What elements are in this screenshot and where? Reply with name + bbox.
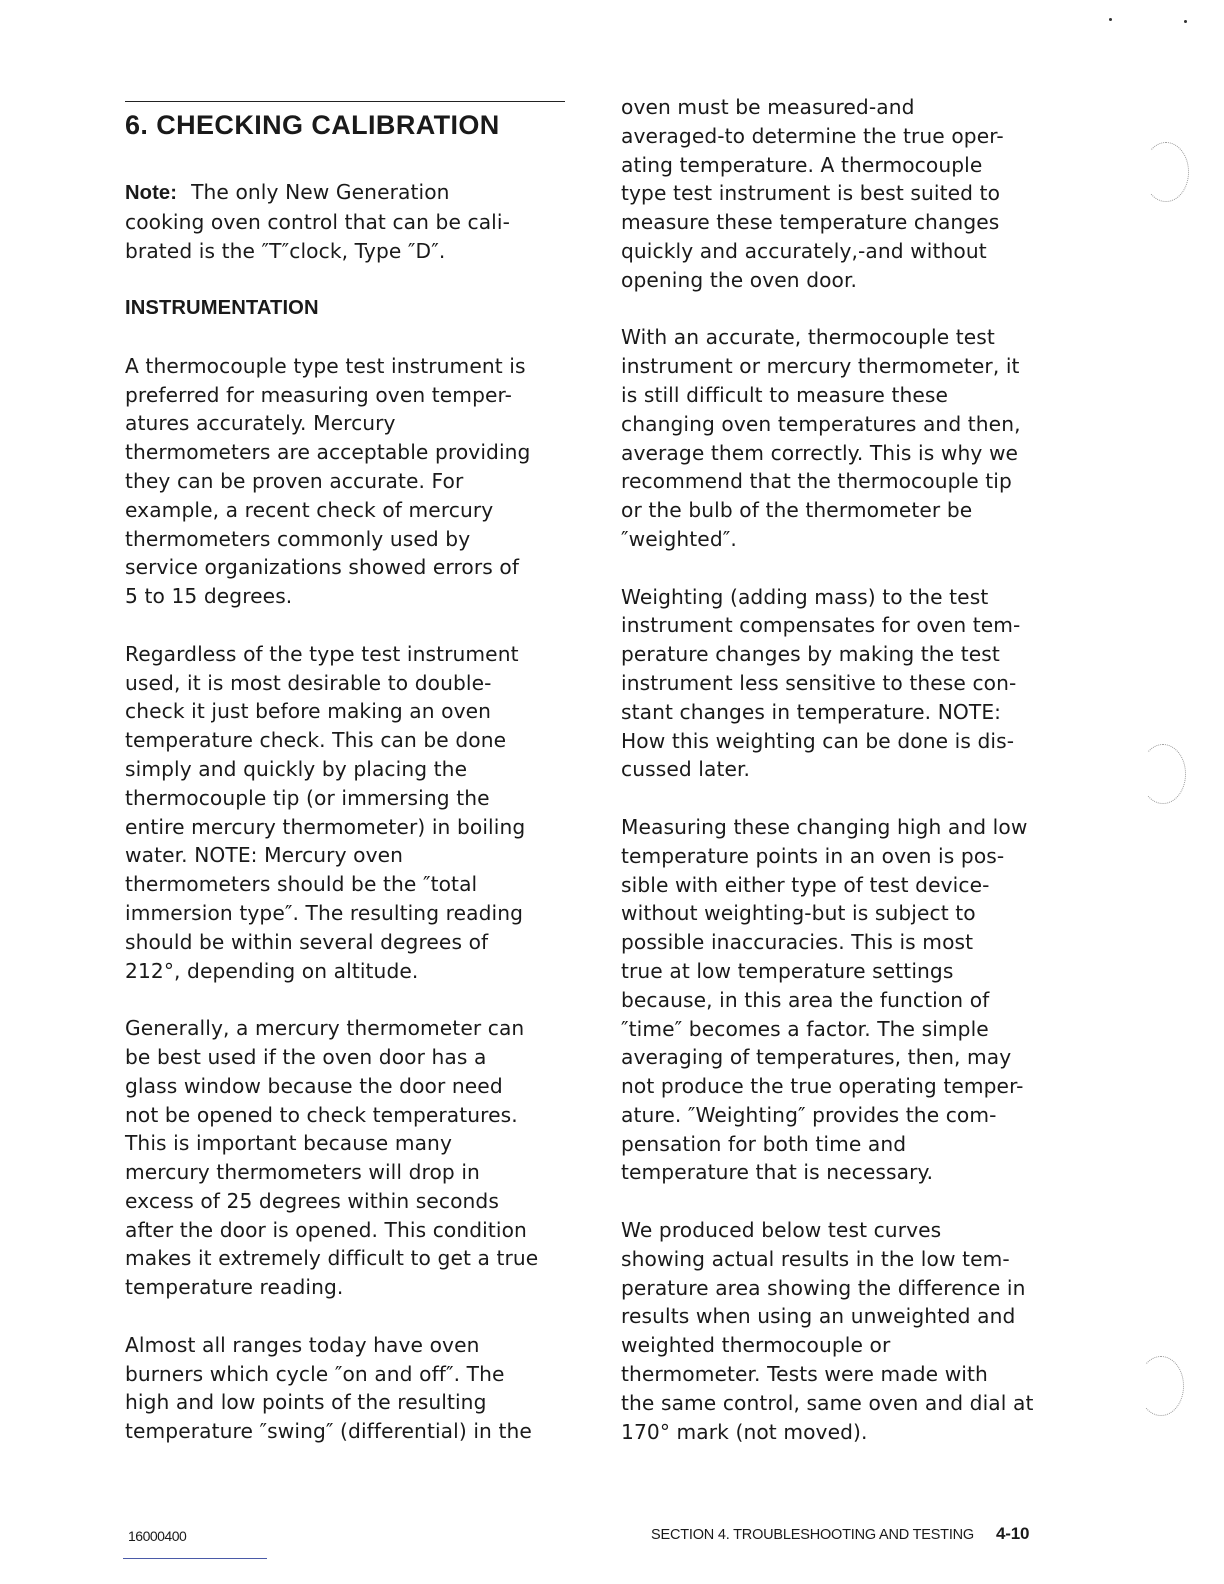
instrumentation-subheading: INSTRUMENTATION bbox=[125, 297, 319, 320]
heading-rule bbox=[125, 101, 565, 102]
scan-speck bbox=[1109, 18, 1112, 21]
document-number: 16000400 bbox=[128, 1528, 187, 1544]
section-title: SECTION 4. TROUBLESHOOTING AND TESTING bbox=[651, 1527, 975, 1543]
right-paragraph-2: With an accurate, thermocouple test instrument or mercury thermometer, it is still difficult to measure these changing oven temperatures and then, average them correctly. This is why we recommend that the thermocouple tip or the bulb of the thermometer be ″weighted″. bbox=[621, 325, 1021, 551]
footer-section bbox=[651, 1524, 1029, 1544]
note-paragraph bbox=[125, 178, 575, 265]
note-label: Note: bbox=[125, 182, 178, 204]
right-paragraph-1: oven must be measured-and averaged-to determine the true oper- ating temperature. A thermocouple type test instrument is best suited to measure these temperature changes quickly and accurately,-and without opening the oven door. bbox=[621, 95, 1004, 292]
section-heading: 6. CHECKING CALIBRATION bbox=[125, 110, 500, 140]
left-paragraph-1: A thermocouple type test instrument is preferred for measuring oven temper- atures accurately. Mercury thermometers are acceptable providing they can be proven accurate. For example, a recent check of mercury thermometers commonly used by service organizations showed errors of 5 to 15 degrees. bbox=[125, 353, 531, 609]
left-column bbox=[125, 101, 575, 1475]
left-paragraph-4: Almost all ranges today have oven burners which cycle ″on and off″. The high and low points of the resulting temperature ″swing″ (differential) in the bbox=[125, 1332, 532, 1444]
right-column bbox=[621, 93, 1071, 1475]
note-text: The only New Generation cooking oven control that can be cali- brated is the ″T″clock, Type ″D″. bbox=[125, 180, 510, 263]
scan-speck bbox=[1184, 20, 1187, 23]
punch-hole-mark bbox=[1140, 744, 1186, 804]
right-paragraph-5: We produced below test curves showing actual results in the low tem- perature area showing the difference in results when using an unweighted and weighted thermocouple or thermometer. Tests were made with the same control, same oven and dial at 170° mark (not moved). bbox=[621, 1218, 1034, 1444]
punch-hole-mark bbox=[1143, 142, 1189, 202]
left-paragraph-3: Generally, a mercury thermometer can be best used if the oven door has a glass window because the door need not be opened to check temperatures. This is important because many mercury thermometers will drop in excess of 25 degrees within seconds after the door is opened. This condition makes it extremely difficult to get a true temperature reading. bbox=[125, 1016, 539, 1300]
punch-hole-mark bbox=[1138, 1356, 1184, 1416]
right-paragraph-3: Weighting (adding mass) to the test instrument compensates for oven tem- perature changes by making the test instrument less sensitive to these con- stant changes in temperature. NOTE: How this weighting can be done is dis- cussed later. bbox=[621, 584, 1021, 782]
footer-rule bbox=[123, 1558, 267, 1559]
left-paragraph-2: Regardless of the type test instrument used, it is most desirable to double- check it just before making an oven temperature check. This can be done simply and quickly by placing the thermocouple tip (or immersing the entire mercury thermometer) in boiling water. NOTE: Mercury oven thermometers should be the ″total immersion type″. The resulting reading should be within several degrees of 212°, depending on altitude. bbox=[125, 641, 526, 983]
page-number: 4-10 bbox=[996, 1524, 1030, 1543]
right-paragraph-4: Measuring these changing high and low temperature points in an oven is pos- sible with either type of test device- without weighting-but is subject to possible inaccuracies. This is most true at low temperature settings because, in this area the function of ″time″ becomes a factor. The simple averaging of temperatures, then, may not produce the true operating temper- ature. ″Weighting″ provides the com- pensation for both time and temperature that is necessary. bbox=[621, 814, 1028, 1185]
